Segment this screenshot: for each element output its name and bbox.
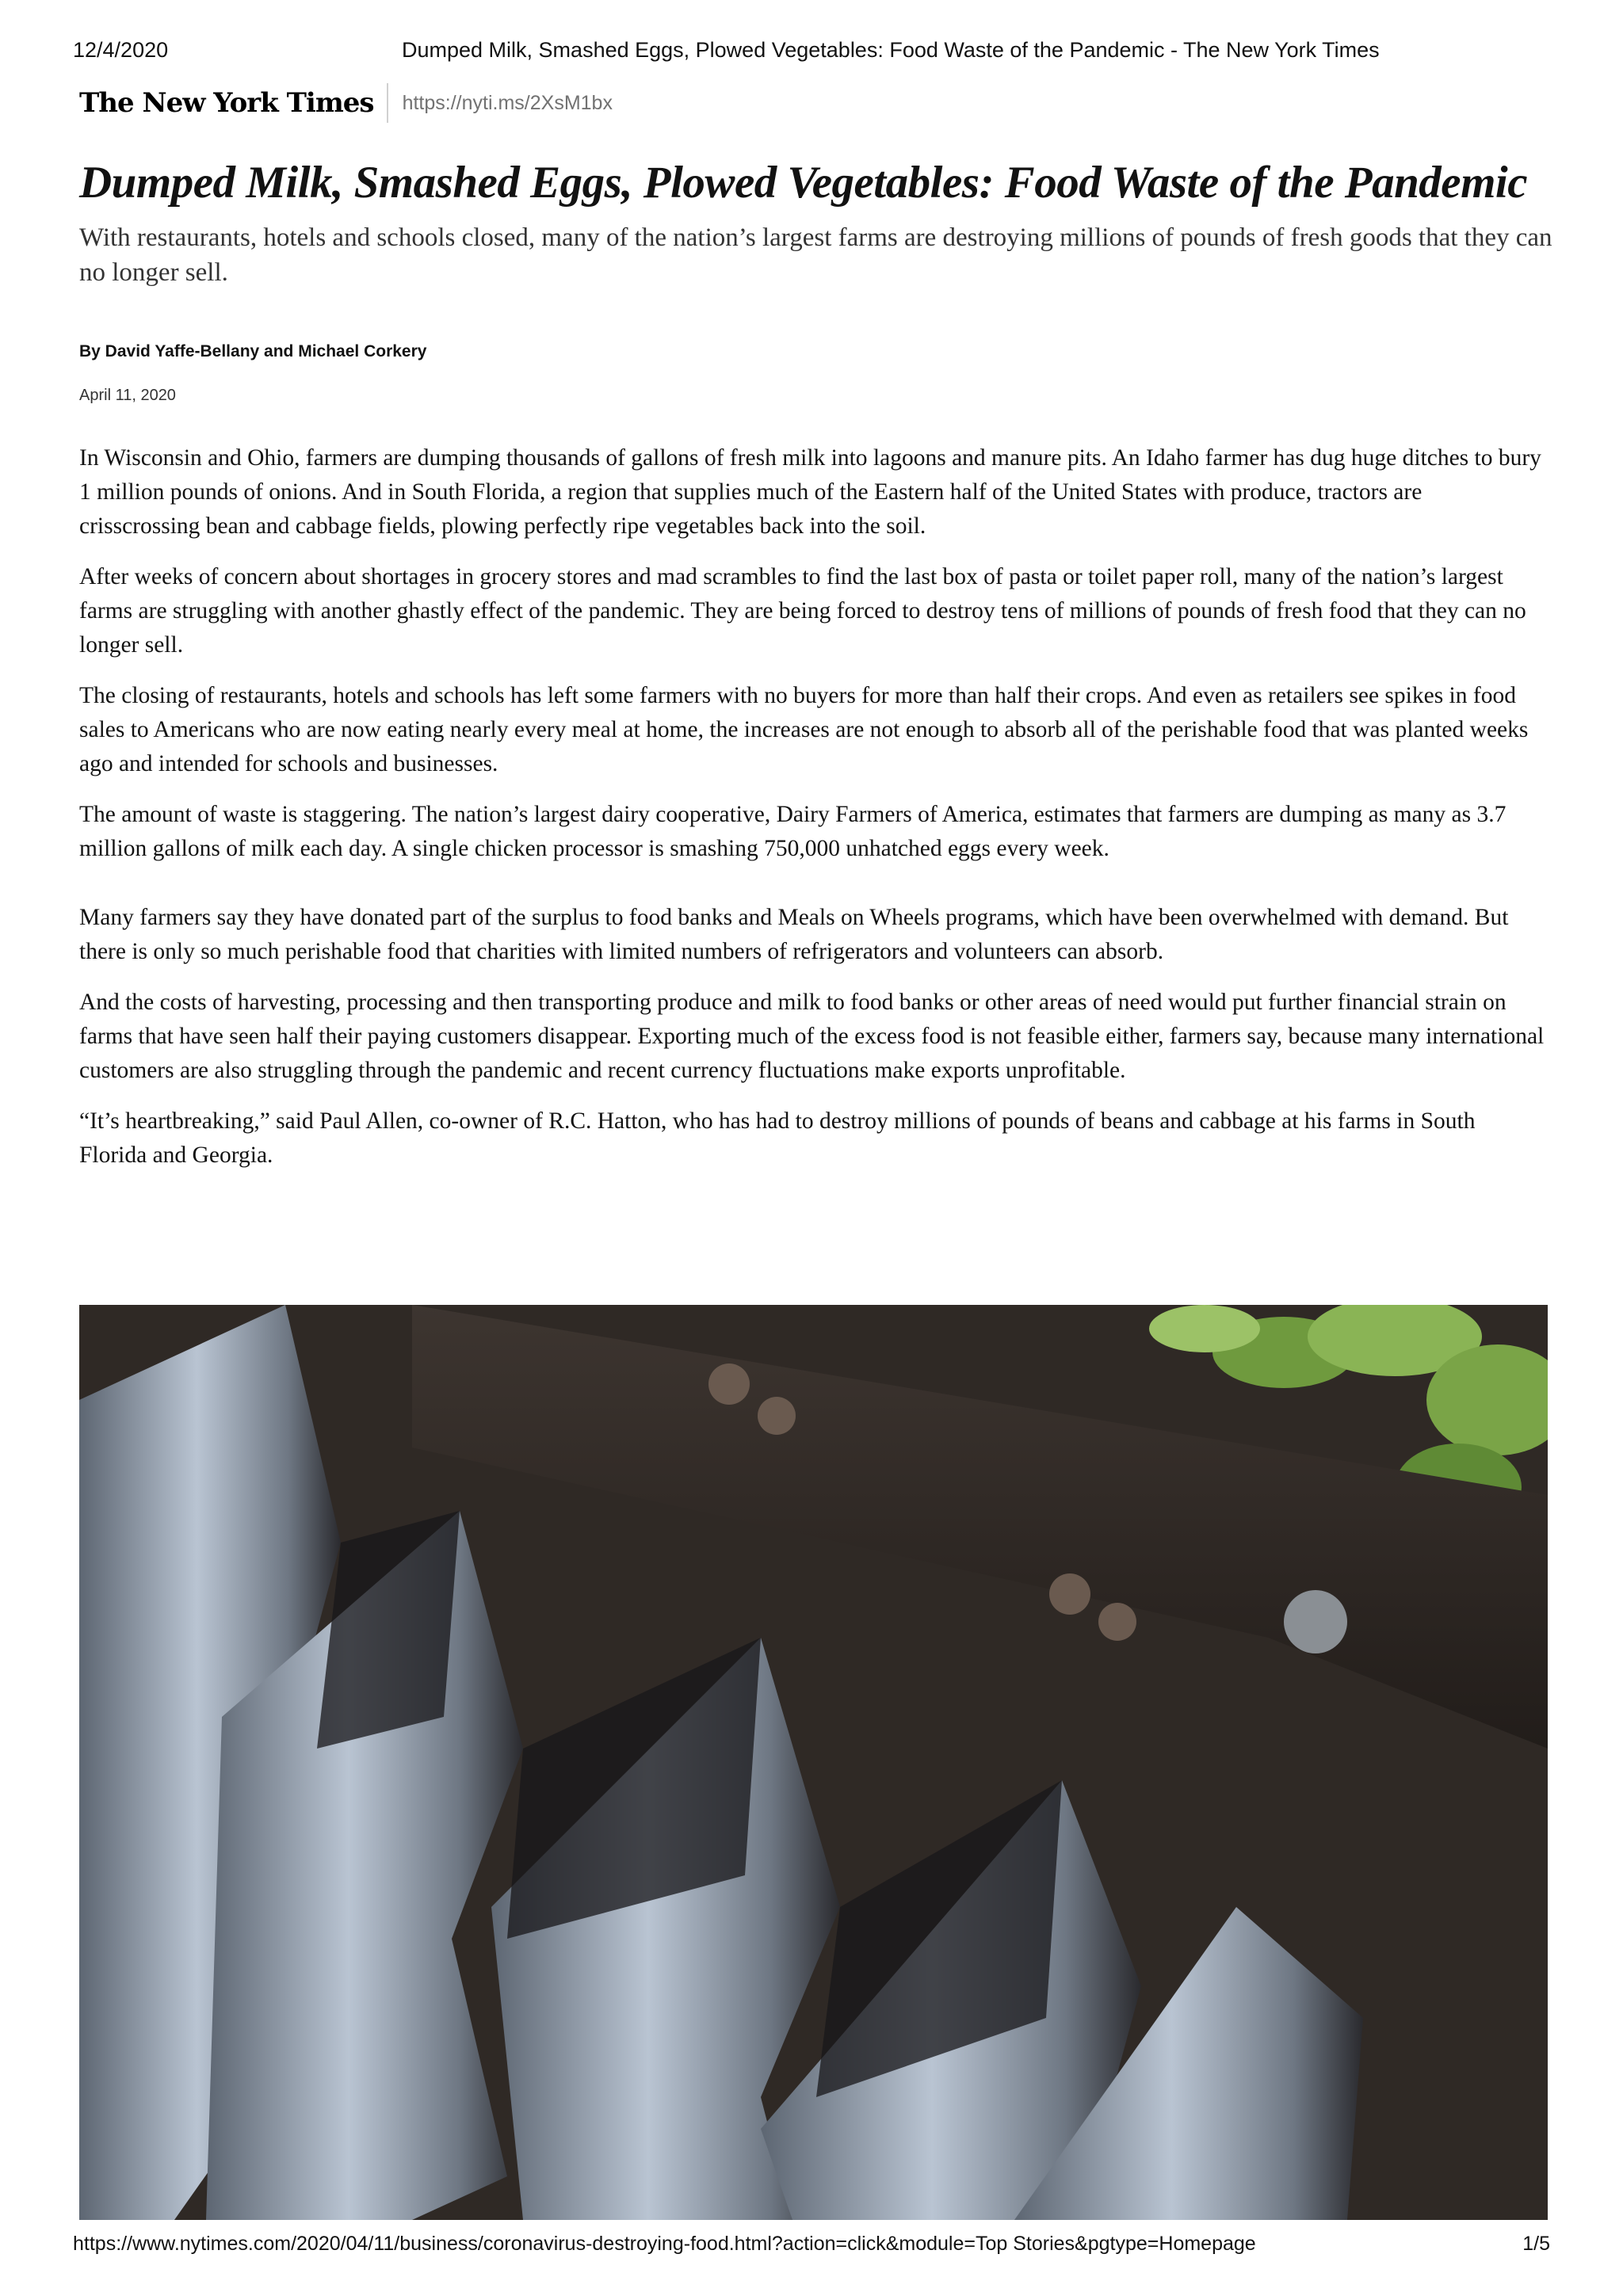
print-header <box>73 38 1550 70</box>
article-paragraph: In Wisconsin and Ohio, farmers are dumping thousands of gallons of fresh milk into lagoons and manure pits. An Idaho farmer has dug huge ditches to bury 1 million pounds of onions. And in South Florida, a region that supplies much of the Eastern half of the United States with produce, tractors are crisscrossing bean and cabbage fields, plowing perfectly ripe vegetables back into the soil. <box>79 445 1541 539</box>
print-footer <box>73 2233 1550 2261</box>
article-photo-disc-harrow <box>79 1305 1548 2220</box>
print-page-url[interactable]: https://www.nytimes.com/2020/04/11/business/coronavirus-destroying-food.html?action=click&module=Top Stories&pgtype=Homepage <box>73 2233 1256 2255</box>
article-paragraph: The amount of waste is staggering. The nation’s largest dairy cooperative, Dairy Farmers of America, estimates that farmers are dumping as many as 3.7 million gallons of milk each day. A single chicken processor is smashing 750,000 unhatched eggs every week. <box>79 802 1507 861</box>
article-date: April 11, 2020 <box>79 387 176 404</box>
print-date: 12/4/2020 <box>73 38 169 62</box>
photo-illustration <box>79 1305 1548 2220</box>
article-paragraph: The closing of restaurants, hotels and schools has left some farmers with no buyers for more than half their crops. And even as retailers see spikes in food sales to Americans who are now eating nearly every meal at home, the increases are not enough to absorb all of the perishable food that was planted weeks ago and intended for schools and businesses. <box>79 683 1529 776</box>
print-page-title: Dumped Milk, Smashed Eggs, Plowed Vegetables: Food Waste of the Pandemic - The New York Times <box>402 38 1380 62</box>
article-body <box>79 441 1545 1189</box>
article-headline: Dumped Milk, Smashed Eggs, Plowed Vegetables: Food Waste of the Pandemic <box>79 158 1528 208</box>
article-paragraph: “It’s heartbreaking,” said Paul Allen, co-owner of R.C. Hatton, who has had to destroy millions of pounds of beans and cabbage at his farms in South Florida and Georgia. <box>79 1108 1476 1168</box>
masthead <box>79 82 613 124</box>
article-byline: By David Yaffe-Bellany and Michael Corkery <box>79 342 427 360</box>
masthead-divider <box>387 83 388 123</box>
print-page-number: 1/5 <box>1522 2233 1550 2255</box>
article-paragraph: And the costs of harvesting, processing and then transporting produce and milk to food banks or other areas of need would put further financial strain on farms that have seen half their paying customers disappear. Exporting much of the excess food is not feasible either, farmers say, because many international customers are also struggling through the pandemic and recent currency fluctuations make exports unprofitable. <box>79 990 1545 1083</box>
article-paragraph: After weeks of concern about shortages in grocery stores and mad scrambles to find the last box of pasta or toilet paper roll, many of the nation’s largest farms are struggling with another ghastly effect of the pandemic. They are being forced to destroy tens of millions of pounds of fresh food that they can no longer sell. <box>79 564 1526 658</box>
article-paragraph: Many farmers say they have donated part of the surplus to food banks and Meals on Wheels programs, which have been overwhelmed with demand. But there is only so much perishable food that charities with limited numbers of refrigerators and volunteers can absorb. <box>79 905 1509 964</box>
short-url-link[interactable]: https://nyti.ms/2XsM1bx <box>402 91 613 114</box>
nyt-logo[interactable]: The New York Times <box>79 87 374 119</box>
article-summary: With restaurants, hotels and schools closed, many of the nation’s largest farms are destroying millions of pounds of fresh goods that they can no longer sell. <box>79 223 1552 287</box>
